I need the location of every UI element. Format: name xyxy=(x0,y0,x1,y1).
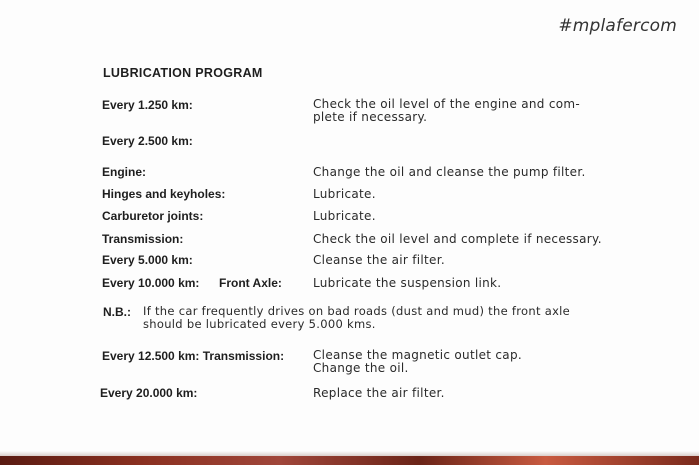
note-text xyxy=(143,305,603,331)
note-line-1: If the car frequently drives on bad roads (dust and mud) the front axle xyxy=(143,304,571,318)
page-title: LUBRICATION PROGRAM xyxy=(103,66,263,80)
instruction-5000: Cleanse the air filter. xyxy=(313,253,445,267)
instruction-12500-line-1: Cleanse the magnetic outlet cap. xyxy=(313,348,522,362)
item-label-carburetor: Carburetor joints: xyxy=(102,209,204,223)
watermark: #mplafercom xyxy=(558,16,677,36)
item-label-hinges: Hinges and keyholes: xyxy=(102,187,226,201)
interval-label-20000: Every 20.000 km: xyxy=(100,386,198,400)
instruction-engine: Change the oil and cleanse the pump filter. xyxy=(313,165,586,179)
item-label-transmission: Transmission: xyxy=(102,232,184,246)
interval-label-12500: Every 12.500 km: Transmission: xyxy=(102,349,285,363)
instruction-front-axle: Lubricate the suspension link. xyxy=(313,276,502,290)
instruction-1250-line-2: plete if necessary. xyxy=(313,110,428,124)
instruction-12500-line-2: Change the oil. xyxy=(313,361,409,375)
item-label-engine: Engine: xyxy=(102,165,146,179)
interval-label-10000: Every 10.000 km: xyxy=(102,276,200,290)
interval-label-1250: Every 1.250 km: xyxy=(102,98,193,112)
note-line-2: should be lubricated every 5.000 kms. xyxy=(143,317,376,331)
instruction-carburetor: Lubricate. xyxy=(313,209,376,223)
instruction-20000: Replace the air filter. xyxy=(313,386,445,400)
instruction-1250-line-1: Check the oil level of the engine and com- xyxy=(313,97,580,111)
item-label-front-axle: Front Axle: xyxy=(219,276,282,290)
background-surface-strip xyxy=(0,456,699,465)
instruction-hinges: Lubricate. xyxy=(313,187,376,201)
instruction-1250 xyxy=(313,98,580,124)
interval-label-2500: Every 2.500 km: xyxy=(102,134,193,148)
instruction-12500 xyxy=(313,349,522,375)
interval-label-5000: Every 5.000 km: xyxy=(102,253,193,267)
note-label: N.B.: xyxy=(103,305,131,319)
instruction-transmission: Check the oil level and complete if necessary. xyxy=(313,232,602,246)
